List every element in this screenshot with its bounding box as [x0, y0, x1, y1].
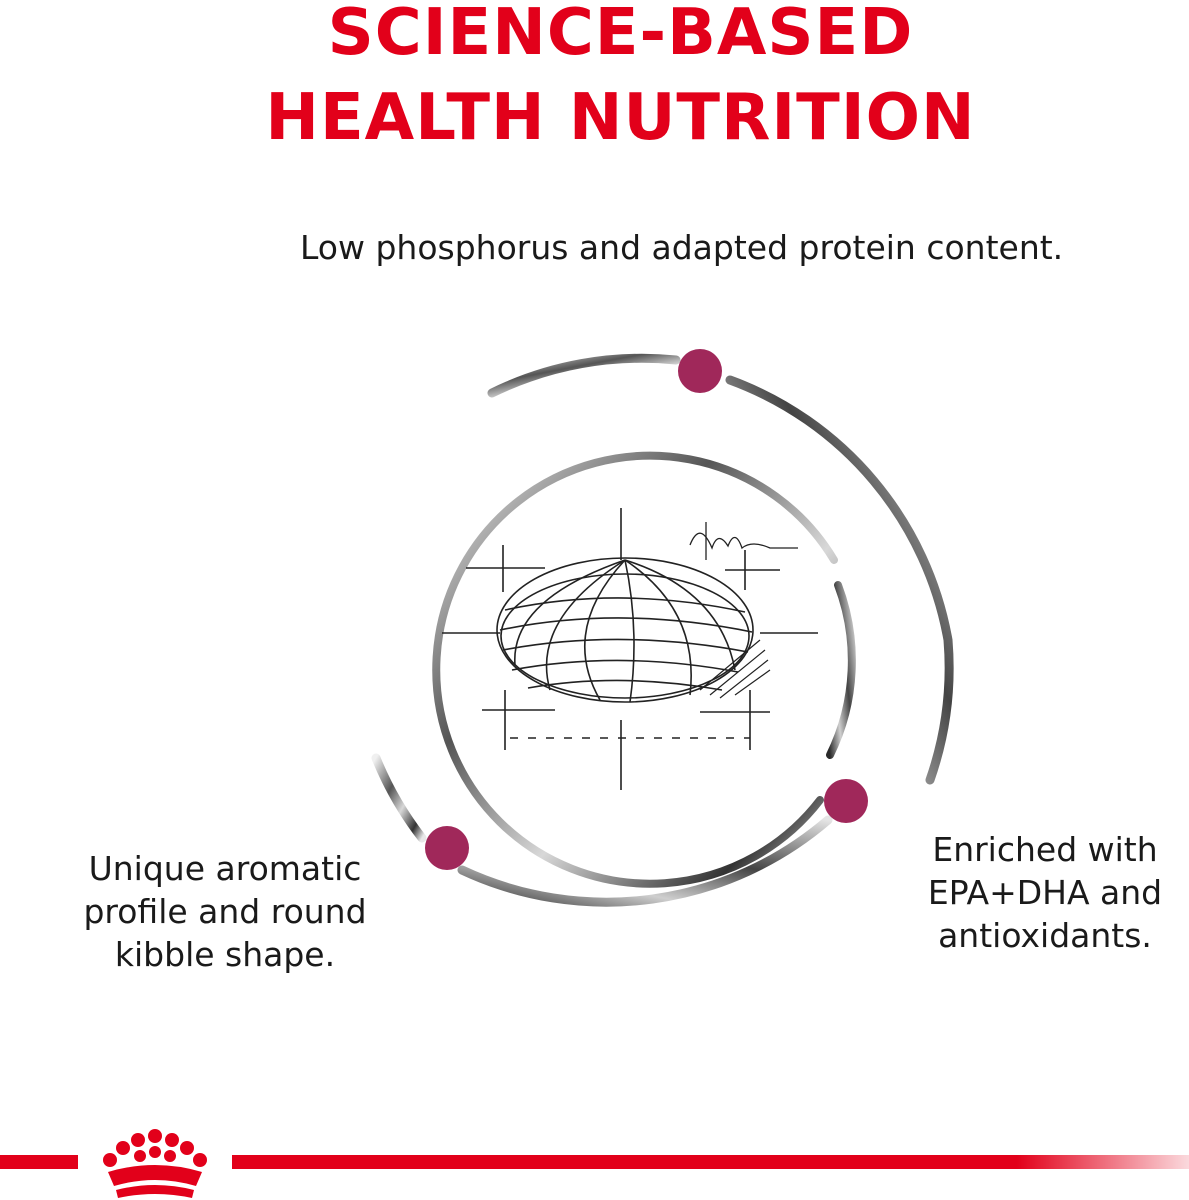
headline-line-2: HEALTH NUTRITION — [265, 81, 976, 155]
outer-ring-arc-top — [492, 358, 676, 393]
kibble-sketch-icon — [442, 508, 818, 790]
outer-ring-arc-bottom — [376, 758, 422, 838]
footer-line-left — [0, 1155, 78, 1169]
benefit-top: Low phosphorus and adapted protein content. — [300, 228, 1064, 267]
inner-ring-tail — [830, 585, 852, 755]
marker-dot-left — [425, 826, 469, 870]
headline-line-1: SCIENCE-BASED — [327, 0, 914, 70]
footer-line-right — [232, 1155, 1189, 1169]
inner-ring — [436, 456, 834, 884]
crown-logo-icon — [90, 1128, 220, 1200]
marker-dot-right — [824, 779, 868, 823]
marker-dot-top — [678, 349, 722, 393]
benefit-right: Enriched with EPA+DHA and antioxidants. — [927, 830, 1163, 955]
benefit-left: Unique aromatic profile and round kibble shape. — [83, 849, 367, 974]
